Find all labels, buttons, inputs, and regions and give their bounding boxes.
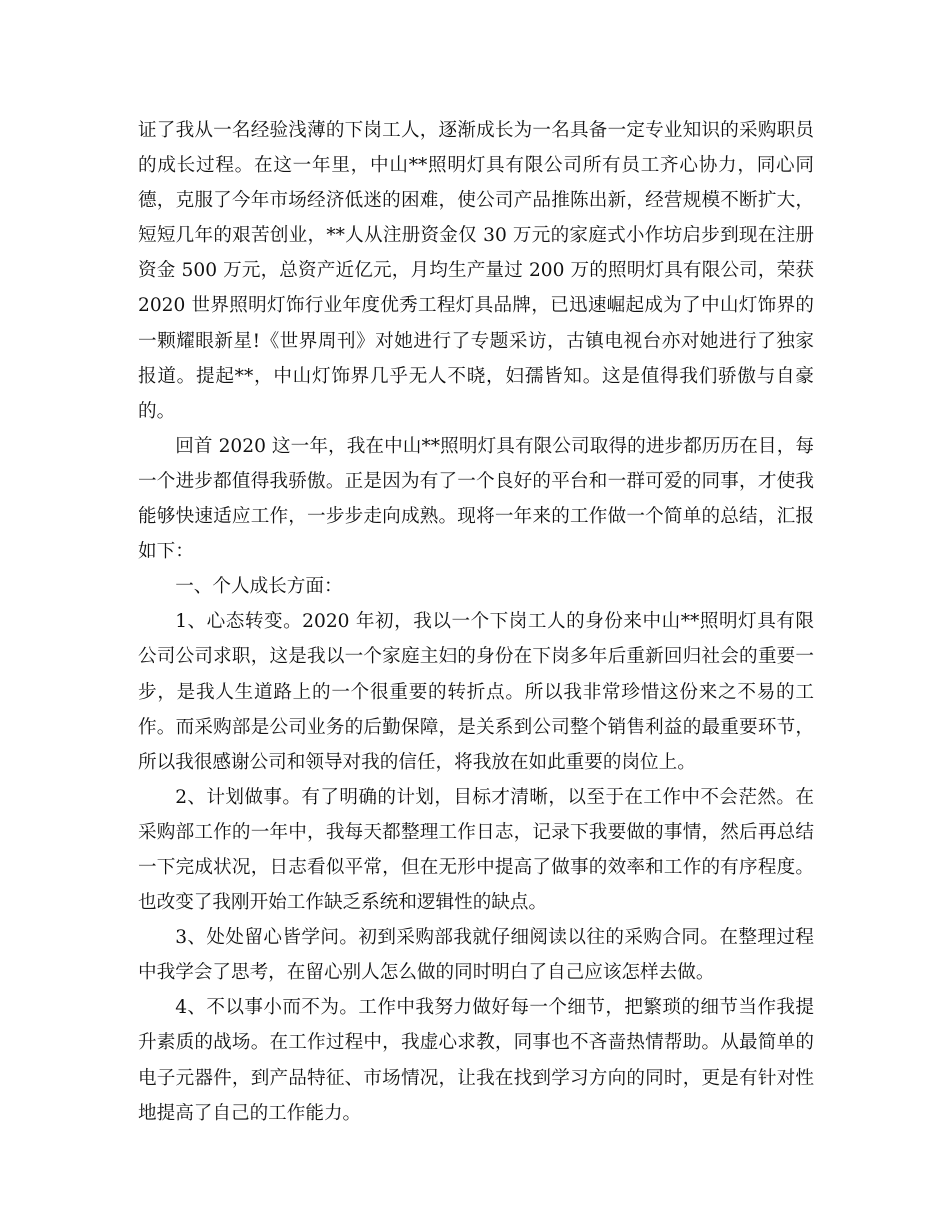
paragraph-item-3-learning: 3、处处留心皆学问。初到采购部我就仔细阅读以往的采购合同。在整理过程中我学会了思考，在留心别人怎么做的同时明白了自己应该怎样去做。 [138,927,814,984]
paragraph-review-2020: 回首 2020 这一年，我在中山**照明灯具有限公司取得的进步都历历在目，每一个进步都值得我骄傲。正是因为有了一个良好的平台和一群可爱的同事，才使我能够快速适应工作，一步步走向成熟。现将一年来的工作做一个简单的总结，汇报如下： [138,435,814,563]
section-heading-personal-growth: 一、个人成长方面： [175,576,343,598]
paragraph-item-1-mindset: 1、心态转变。2020 年初，我以一个下岗工人的身份来中山**照明灯具有限公司公司求职，这是我以一个家庭主妇的身份在下岗多年后重新回归社会的重要一步，是我人生道路上的一个很重要的转折点。所以我非常珍惜这份来之不易的工作。而采购部是公司业务的后勤保障，是关系到公司整个销售利益的最重要环节，所以我很感谢公司和领导对我的信任，将我放在如此重要的岗位上。 [138,611,814,773]
paragraph-item-2-planning: 2、计划做事。有了明确的计划，目标才清晰，以至于在工作中不会茫然。在采购部工作的一年中，我每天都整理工作日志，记录下我要做的事情，然后再总结一下完成状况，日志看似平常，但在无形中提高了做事的效率和工作的有序程度。也改变了我刚开始工作缺乏系统和逻辑性的缺点。 [138,786,814,914]
paragraph-continuation: 证了我从一名经验浅薄的下岗工人，逐渐成长为一名具备一定专业知识的采购职员的成长过程。在这一年里，中山**照明灯具有限公司所有员工齐心协力，同心同德，克服了今年市场经济低迷的困难，使公司产品推陈出新，经营规模不断扩大，短短几年的艰苦创业，**人从注册资金仅 30 万元的家庭式小作坊启步到现在注册资金 500 万元，总资产近亿元，月均生产量过 200 万的照明灯具有限公司，荣获 2020 世界照明灯饰行业年度优秀工程灯具品牌，已迅速崛起成为了中山灯饰界的一颗耀眼新星!《世界周刊》对她进行了专题采访，古镇电视台亦对她进行了独家报道。提起**，中山灯饰界几乎无人不晓，妇孺皆知。这是值得我们骄傲与自豪的。 [138,120,814,422]
paragraph-item-4-details: 4、不以事小而不为。工作中我努力做好每一个细节，把繁琐的细节当作我提升素质的战场。在工作过程中，我虚心求教，同事也不吝啬热情帮助。从最简单的电子元器件，到产品特征、市场情况，让我在找到学习方向的同时，更是有针对性地提高了自己的工作能力。 [138,997,814,1124]
document-body [138,113,814,1131]
